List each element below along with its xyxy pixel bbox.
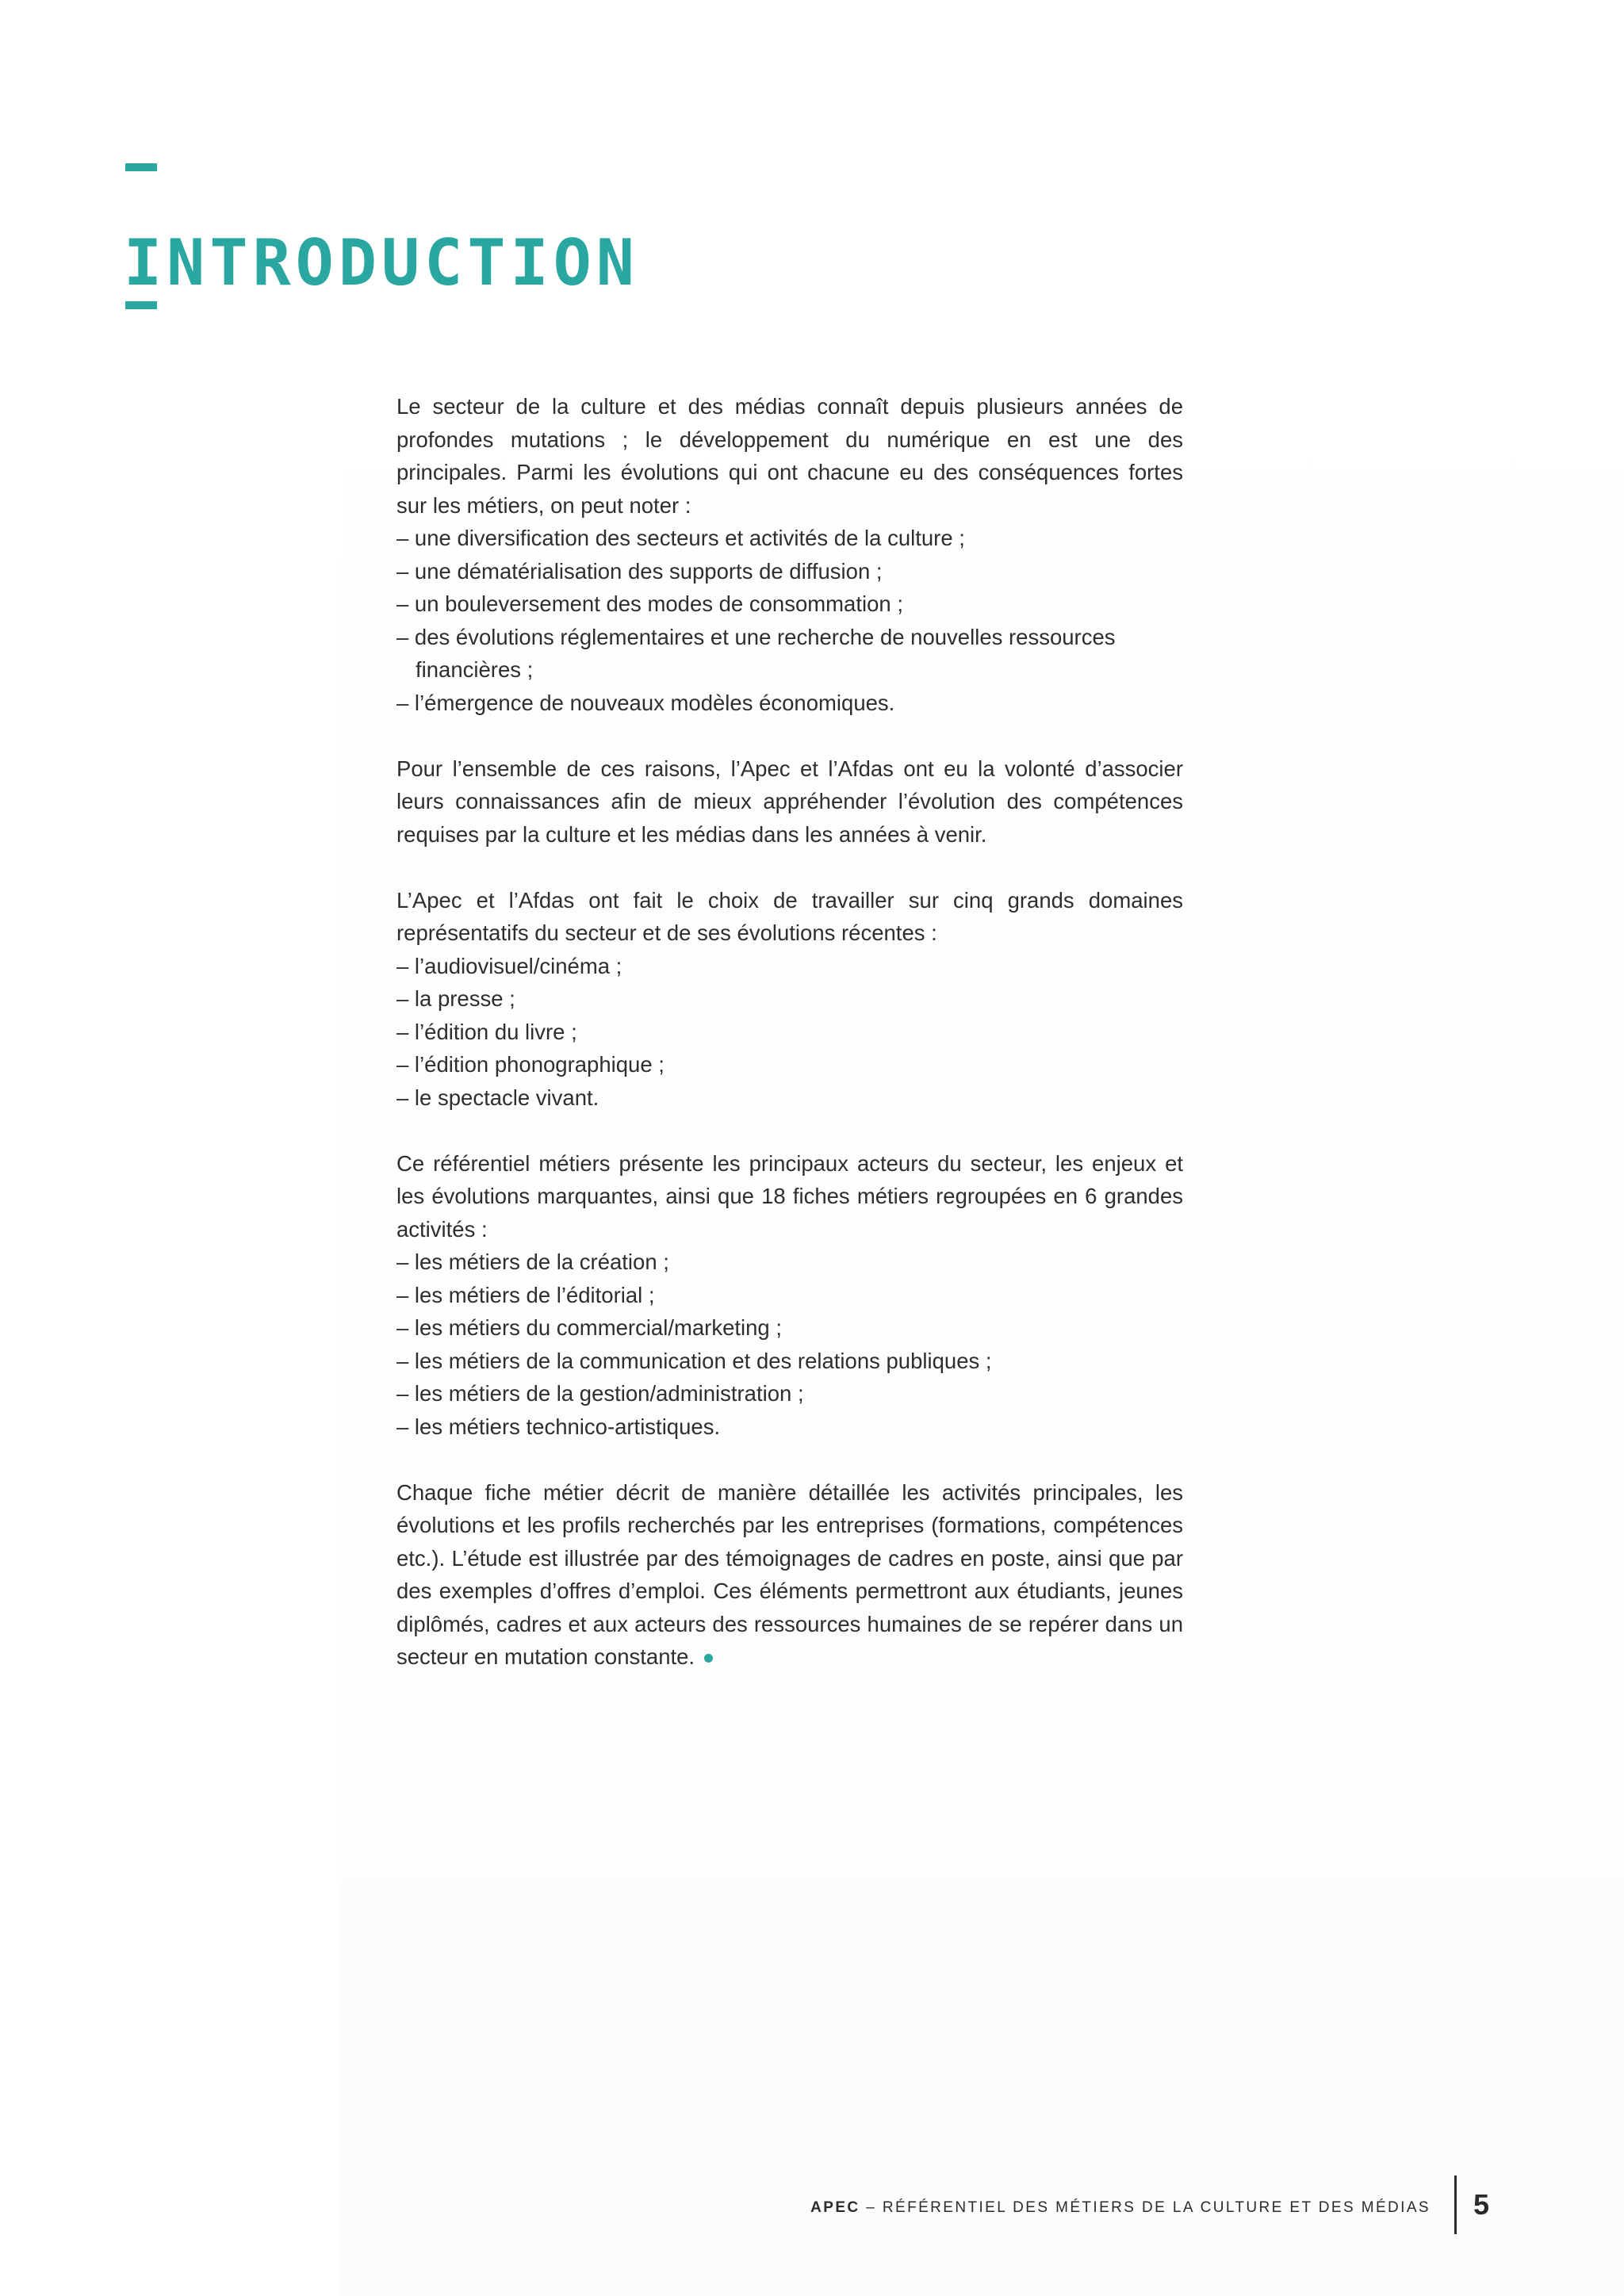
- list-item: – l’audiovisuel/cinéma ;: [396, 953, 622, 978]
- paragraph-gap: [396, 1114, 1183, 1147]
- activities-list: [396, 1246, 1183, 1443]
- list-item: – le spectacle vivant.: [396, 1085, 599, 1110]
- paragraph-5-text: Chaque fiche métier décrit de manière détaillée les activités principales, les évolutions et les profils recherchés par les entreprises (formations, compétences etc.). L’étude est illustrée par des témoignages de cadres en poste, ainsi que par des exemples d’offres d’emploi. Ces éléments permettront aux étudiants, jeunes diplômés, cadres et aux acteurs des ressources humaines de se repérer dans un secteur en mutation constante.: [396, 1479, 1183, 1669]
- domains-list: [396, 950, 1183, 1115]
- intro-body: [396, 390, 1183, 1674]
- paragraph-gap: [396, 851, 1183, 884]
- list-item: – la presse ;: [396, 986, 515, 1011]
- list-item: – les métiers de l’éditorial ;: [396, 1282, 655, 1307]
- list-item: – les métiers de la création ;: [396, 1249, 669, 1274]
- page-footer: [0, 2156, 1624, 2236]
- paragraph-gap: [396, 1443, 1183, 1476]
- list-item: – l’édition phonographique ;: [396, 1052, 665, 1077]
- list-item: – les métiers du commercial/marketing ;: [396, 1315, 782, 1340]
- page-title: INTRODUCTION: [124, 225, 639, 300]
- list-item: – un bouleversement des modes de consommation ;: [396, 591, 903, 616]
- footer-divider: [1454, 2175, 1457, 2234]
- mutations-list: [396, 522, 1183, 719]
- footer-separator: –: [860, 2199, 883, 2216]
- footer-running-title: [810, 2199, 1431, 2217]
- paragraph-2: Pour l’ensemble de ces raisons, l’Apec et l’Afdas ont eu la volonté d’associer leurs connaissances afin de mieux appréhender l’évolution des compétences requises par la culture et les médias dans les années à venir.: [396, 756, 1183, 847]
- list-item: – des évolutions réglementaires et une recherche de nouvelles ressources financières ;: [396, 624, 1116, 682]
- paragraph-3: L’Apec et l’Afdas ont fait le choix de travailler sur cinq grands domaines représentatifs du secteur et de ses évolutions récentes :: [396, 887, 1183, 945]
- list-item: – les métiers de la communication et des relations publiques ;: [396, 1348, 992, 1373]
- title-top-dash: [125, 163, 157, 171]
- paragraph-5: [396, 1476, 1183, 1674]
- list-item: – l’émergence de nouveaux modèles économiques.: [396, 690, 895, 715]
- paragraph-gap: [396, 719, 1183, 752]
- list-item: – l’édition du livre ;: [396, 1019, 577, 1044]
- list-item: – les métiers de la gestion/administration ;: [396, 1381, 804, 1406]
- paragraph-4: Ce référentiel métiers présente les principaux acteurs du secteur, les enjeux et les évolutions marquantes, ainsi que 18 fiches métiers regroupées en 6 grandes activités :: [396, 1150, 1183, 1242]
- list-item: – les métiers technico-artistiques.: [396, 1414, 721, 1439]
- list-item: – une diversification des secteurs et activités de la culture ;: [396, 526, 965, 550]
- list-item: – une dématérialisation des supports de diffusion ;: [396, 558, 883, 584]
- page-number: 5: [1473, 2188, 1490, 2221]
- footer-title: RÉFÉRENTIEL DES MÉTIERS DE LA CULTURE ET DES MÉDIAS: [882, 2199, 1431, 2216]
- footer-brand: APEC: [810, 2199, 860, 2216]
- title-bottom-dash: [125, 301, 157, 309]
- paragraph-1: Le secteur de la culture et des médias connaît depuis plusieurs années de profondes mutations ; le développement du numérique en est une des principales. Parmi les évolutions qui ont chacune eu des conséquences fortes sur les métiers, on peut noter :: [396, 394, 1183, 518]
- end-mark-dot-icon: [704, 1654, 713, 1663]
